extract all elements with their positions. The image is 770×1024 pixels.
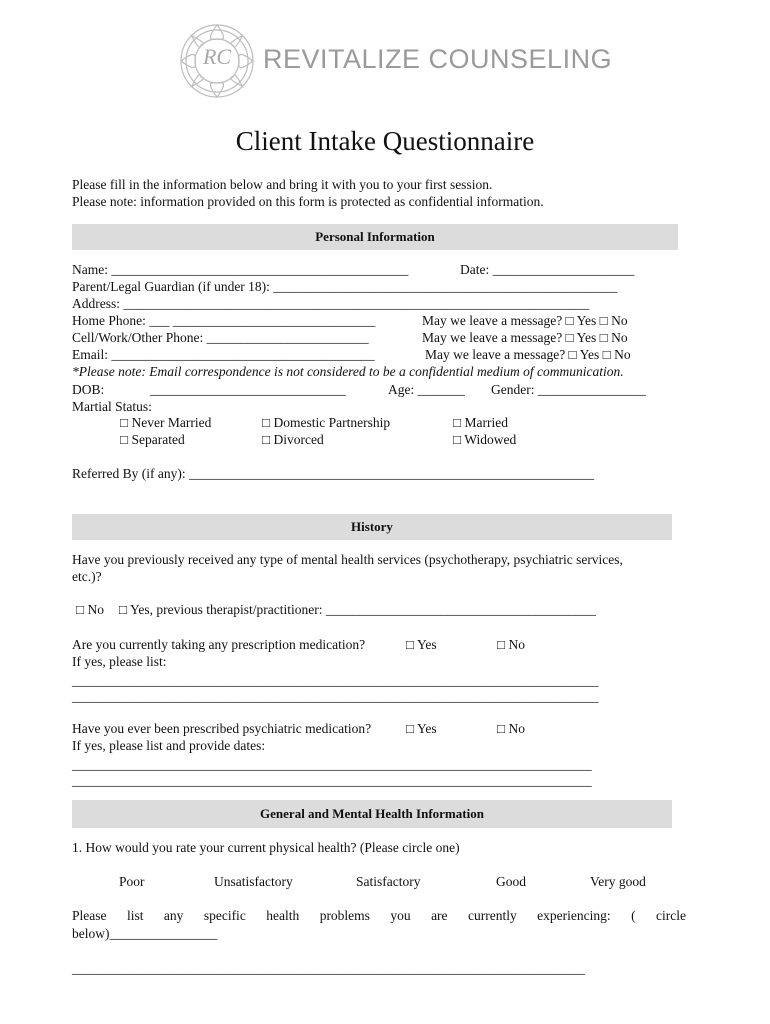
general-question-2-line-1: [72, 908, 686, 924]
marital-domestic-partnership[interactable]: □ Domestic Partnership: [262, 415, 391, 430]
history-q3-no-option[interactable]: □ No: [497, 721, 526, 736]
rating-satisfactory[interactable]: Satisfactory: [356, 874, 421, 889]
q2-word: specific: [203, 908, 246, 923]
cell-phone-field[interactable]: Cell/Work/Other Phone: ________________________: [72, 330, 369, 345]
address-field[interactable]: Address: _____________________________________________________________________: [72, 296, 590, 311]
q2-word: currently: [467, 908, 517, 923]
history-q3-yes-option[interactable]: □ Yes: [406, 721, 437, 736]
history-q2-list-label: If yes, please list:: [72, 654, 167, 669]
rating-very-good[interactable]: Very good: [590, 874, 646, 889]
q2-word: you: [390, 908, 411, 923]
q2-word: list: [126, 908, 144, 923]
general-blank-line[interactable]: ____________________________________________________________________________: [72, 961, 585, 976]
history-q2-no-option[interactable]: □ No: [497, 637, 526, 652]
rating-unsatisfactory[interactable]: Unsatisfactory: [214, 874, 293, 889]
section-personal-information: Personal Information: [72, 224, 678, 250]
email-field[interactable]: Email: _______________________________________: [72, 347, 375, 362]
history-question-1-line-2: etc.)?: [72, 569, 102, 584]
date-field[interactable]: Date: _____________________: [460, 262, 635, 277]
q2-word: are: [431, 908, 448, 923]
history-q3-blank-line-1[interactable]: _____________________________________________________________________________: [72, 757, 592, 772]
home-phone-message-option[interactable]: May we leave a message? □ Yes □ No: [422, 313, 628, 328]
section-history: History: [72, 514, 672, 540]
q2-word: problems: [319, 908, 370, 923]
q2-word: any: [163, 908, 184, 923]
history-question-1-line-1: Have you previously received any type of mental health services (psychotherapy, psychiatric services,: [72, 552, 623, 567]
intro-line-1: Please fill in the information below and bring it with you to your first session.: [72, 177, 493, 192]
email-confidentiality-note: *Please note: Email correspondence is not considered to be a confidential medium of communication.: [72, 364, 624, 379]
general-question-1: 1. How would you rate your current physical health? (Please circle one): [72, 840, 460, 855]
cell-phone-message-option[interactable]: May we leave a message? □ Yes □ No: [422, 330, 628, 345]
page-title: Client Intake Questionnaire: [235, 126, 535, 156]
gender-field[interactable]: Gender: ________________: [491, 382, 646, 397]
q2-word: (: [631, 908, 636, 923]
marital-divorced[interactable]: □ Divorced: [262, 432, 324, 447]
q2-word: health: [266, 908, 300, 923]
referred-by-field[interactable]: Referred By (if any): ____________________________________________________________: [72, 466, 594, 481]
guardian-field[interactable]: Parent/Legal Guardian (if under 18): ___________________________________________________: [72, 279, 618, 294]
rating-poor[interactable]: Poor: [119, 874, 145, 889]
marital-married[interactable]: □ Married: [453, 415, 509, 430]
history-q2-blank-line-1[interactable]: ______________________________________________________________________________: [72, 673, 599, 688]
home-phone-field[interactable]: Home Phone: ___ ______________________________: [72, 313, 376, 328]
intro-line-2: Please note: information provided on this form is protected as confidential information.: [72, 194, 544, 209]
general-question-2-line-2[interactable]: below)________________: [72, 926, 218, 941]
history-q1-yes-option[interactable]: □ Yes, previous therapist/practitioner: ________________________________________: [119, 602, 596, 617]
history-q3-list-label: If yes, please list and provide dates:: [72, 738, 266, 753]
brand-name: REVITALIZE COUNSELING: [263, 44, 613, 74]
dob-label: DOB:: [72, 382, 105, 397]
dob-field[interactable]: _____________________________: [150, 382, 346, 397]
q2-word: Please: [72, 908, 107, 923]
history-q2-blank-line-2[interactable]: ______________________________________________________________________________: [72, 689, 599, 704]
history-q1-no-option[interactable]: □ No: [76, 602, 105, 617]
history-q2-yes-option[interactable]: □ Yes: [406, 637, 437, 652]
marital-never-married[interactable]: □ Never Married: [120, 415, 212, 430]
q2-word: circle: [656, 908, 686, 923]
age-field[interactable]: Age: _______: [388, 382, 465, 397]
q2-word: experiencing:: [537, 908, 611, 923]
history-q3-blank-line-2[interactable]: _____________________________________________________________________________: [72, 773, 592, 788]
marital-widowed[interactable]: □ Widowed: [453, 432, 517, 447]
history-question-2: Are you currently taking any prescription medication?: [72, 637, 366, 652]
rating-good[interactable]: Good: [496, 874, 526, 889]
history-question-3: Have you ever been prescribed psychiatric medication?: [72, 721, 372, 736]
section-general-mental-health: General and Mental Health Information: [72, 800, 672, 828]
marital-separated[interactable]: □ Separated: [120, 432, 185, 447]
marital-status-label: Martial Status:: [72, 399, 152, 414]
email-message-option[interactable]: May we leave a message? □ Yes □ No: [425, 347, 631, 362]
logo-initials: RC: [202, 44, 232, 69]
name-field[interactable]: Name: ____________________________________________: [72, 262, 409, 277]
